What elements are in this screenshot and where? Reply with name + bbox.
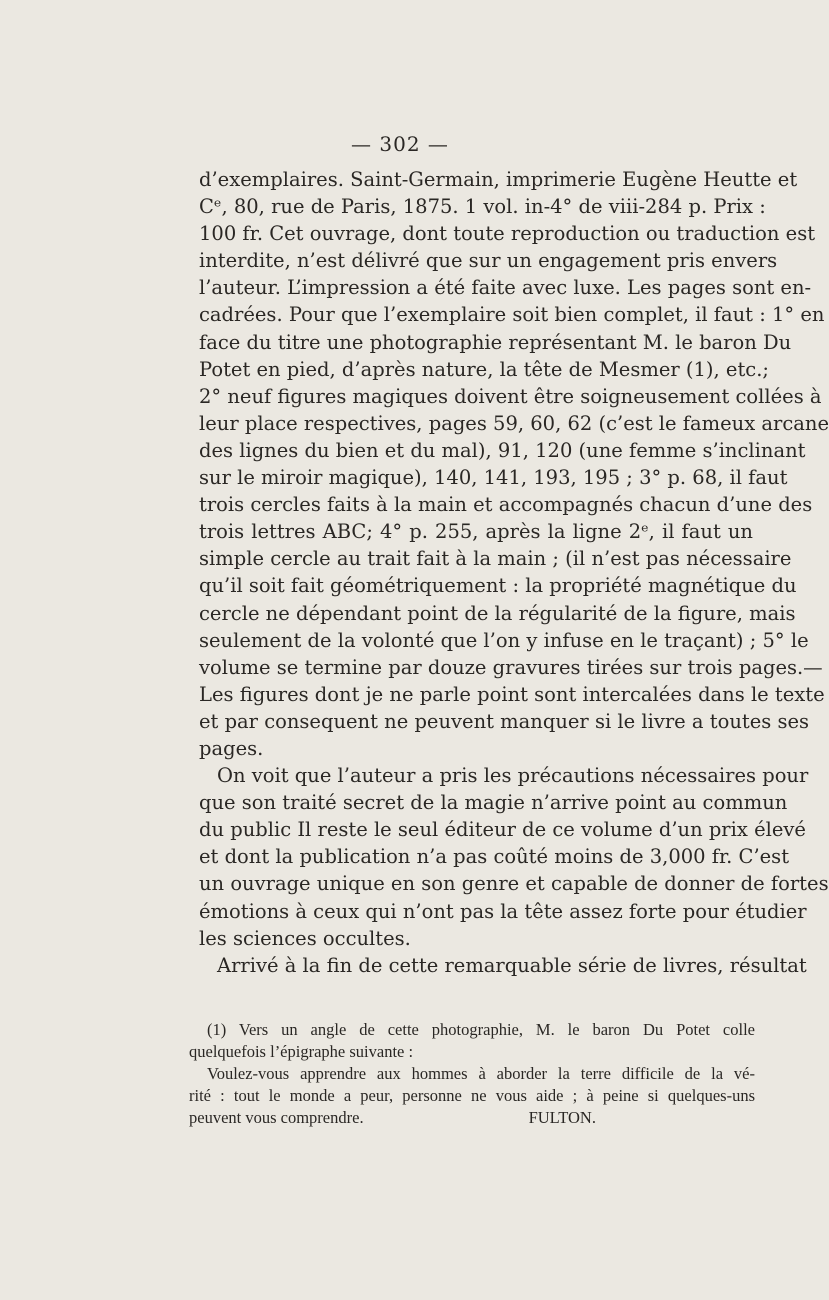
text-line: les sciences occultes. (199, 926, 411, 950)
text-line: pages. (199, 736, 264, 760)
footnote (189, 1019, 755, 1129)
text-line: Cᵉ, 80, rue de Paris, 1875. 1 vol. in-4° de viii-284 p. Prix : (199, 195, 766, 219)
text-line: des lignes du bien et du mal), 91, 120 (une femme s’inclinant (199, 438, 806, 462)
text-line: cadrées. Pour que l’exemplaire soit bien complet, il faut : 1° en (199, 303, 825, 327)
text-line: On voit que l’auteur a pris les précautions nécessaires pour (217, 764, 809, 788)
text-line: Les figures dont je ne parle point sont intercalées dans le texte (199, 682, 825, 706)
text-line: l’auteur. L’impression a été faite avec luxe. Les pages sont en- (199, 276, 812, 300)
footnote-line: (1) Vers un angle de cette photographie, M. le baron Du Potet colle (207, 1020, 755, 1039)
text-line: Potet en pied, d’après nature, la tête de Mesmer (1), etc.; (199, 357, 769, 381)
text-line: un ouvrage unique en son genre et capable de donner de fortes (199, 872, 829, 896)
text-line: trois lettres ABC; 4° p. 255, après la ligne 2ᵉ, il faut un (199, 520, 753, 544)
footnote-line: rité : tout le monde a peur, personne ne vous aide ; à peine si quelques-uns (189, 1086, 755, 1105)
text-line: volume se termine par douze gravures tirées sur trois pages.— (199, 655, 823, 679)
text-line: et par consequent ne peuvent manquer si le livre a toutes ses (199, 709, 810, 733)
footnote-line: Voulez-vous apprendre aux hommes à aborder la terre difficile de la vé- (207, 1064, 755, 1083)
text-line: 100 fr. Cet ouvrage, dont toute reproduction ou traduction est (199, 222, 816, 246)
text-line: cercle ne dépendant point de la régularité de la figure, mais (199, 601, 796, 625)
text-line: face du titre une photographie représentant M. le baron Du (199, 330, 792, 354)
text-line: sur le miroir magique), 140, 141, 193, 195 ; 3° p. 68, il faut (199, 466, 788, 490)
text-line: émotions à ceux qui n’ont pas la tête assez forte pour étudier (199, 899, 807, 923)
footnote-line: quelquefois l’épigraphe suivante : (189, 1042, 414, 1061)
text-line: 2° neuf figures magiques doivent être soigneusement collées à (199, 384, 822, 408)
footnote-line: peuvent vous comprendre. FULTON. (189, 1108, 596, 1127)
text-line: qu’il soit fait géométriquement : la propriété magnétique du (199, 574, 797, 598)
text-line: Arrivé à la fin de cette remarquable série de livres, résultat (217, 953, 807, 977)
text-line: interdite, n’est délivré que sur un engagement pris envers (199, 249, 778, 273)
page-number: — 302 — (351, 132, 449, 156)
text-line: leur place respectives, pages 59, 60, 62 (c’est le fameux arcane (199, 411, 829, 435)
main-text (199, 166, 829, 979)
text-line: trois cercles faits à la main et accompagnés chacun d’une des (199, 493, 813, 517)
text-line: simple cercle au trait fait à la main ; (il n’est pas nécessaire (199, 547, 792, 571)
text-line: d’exemplaires. Saint-Germain, imprimerie Eugène Heutte et (199, 168, 798, 191)
text-line: du public Il reste le seul éditeur de ce volume d’un prix élevé (199, 818, 806, 842)
text-line: que son traité secret de la magie n’arrive point au commun (199, 791, 788, 815)
text-line: seulement de la volonté que l’on y infuse en le traçant) ; 5° le (199, 628, 809, 652)
text-line: et dont la publication n’a pas coûté moins de 3,000 fr. C’est (199, 845, 790, 869)
